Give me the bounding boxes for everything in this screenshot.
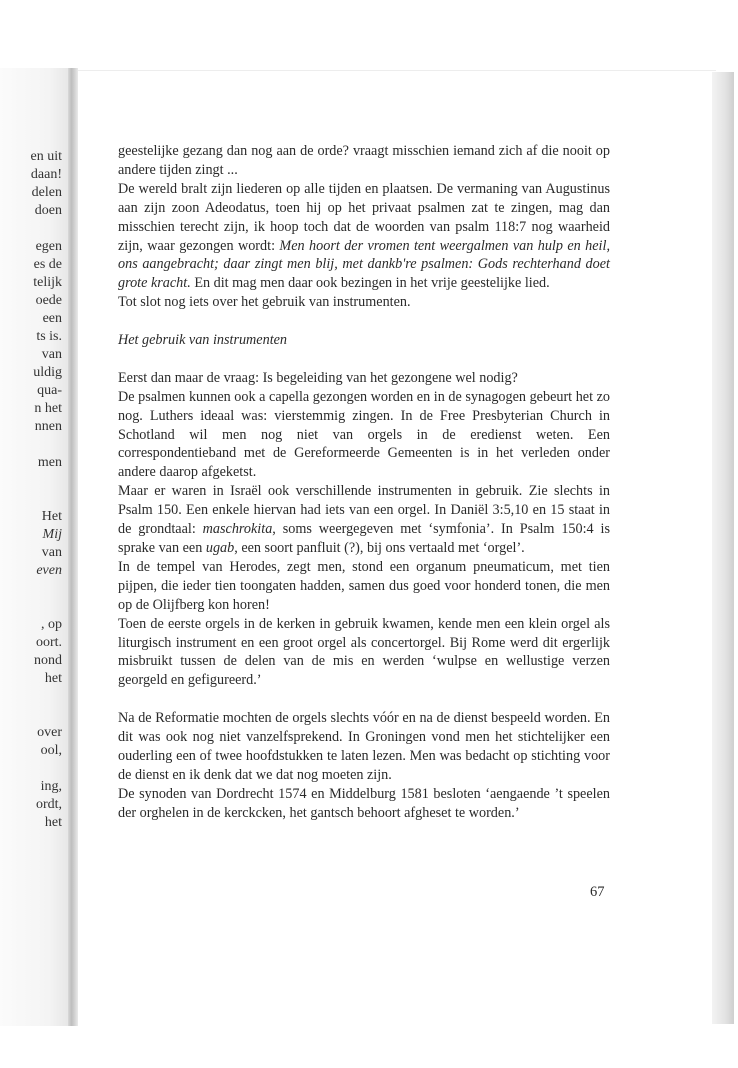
facing-page-line: uldig <box>33 365 62 380</box>
page-number: 67 <box>590 884 605 900</box>
facing-page-line: telijk <box>33 275 62 290</box>
facing-page-line: het <box>44 671 62 686</box>
section-heading: Het gebruik van instrumenten <box>118 332 288 349</box>
psalm-quote: Men hoort der vromen tent weergalmen van hulp en heil, ons aangebracht; daar zingt men blij, met dankb're psalmen: Gods rechterhand doet grote kracht. <box>118 237 610 292</box>
facing-page-line: nond <box>34 653 62 668</box>
facing-page-line: even <box>36 563 62 578</box>
facing-page-line: ool, <box>40 743 62 758</box>
facing-page-line: doen <box>34 203 62 218</box>
facing-page-line: , op <box>41 617 62 632</box>
facing-page-line: egen <box>35 239 62 254</box>
facing-page-line: het <box>44 815 62 830</box>
paragraph: De psalmen kunnen ook a capella gezongen worden en in de synagogen gebeurt het zo nog. Luthers ideaal was: vierstemmig zingen. In de Free Presbyterian Church in Schotland wil men nog niet van orgels in de eredienst weten. Een correspondentieband met de Gereformeerde Gemeenten is in het verleden onder andere daarop afgeketst. <box>118 388 610 481</box>
facing-page-line: daan! <box>30 167 62 182</box>
facing-page-line: oede <box>35 293 62 308</box>
facing-page-line: over <box>37 725 62 740</box>
facing-page <box>0 68 70 1026</box>
paragraph: Maar er waren in Israël ook verschillende instrumenten in gebruik. Zie slechts in Psalm 150. Een enkele hiervan had iets van een orgel. In Daniël 3:5,10 en 15 staat in de grondtaal: maschrokita, soms weergegeven met ‘symfonia’. In Psalm 150:4 is sprake van een ugab, een soort panfluit (?), bij ons vertaald met ‘orgel’. <box>118 483 610 556</box>
facing-page-line: nnen <box>34 419 62 434</box>
facing-page-line: ts is. <box>36 329 62 344</box>
page-edge-stack <box>712 72 734 1024</box>
facing-page-line: Het <box>41 509 62 524</box>
paragraph: Toen de eerste orgels in de kerken in gebruik kwamen, kende men een klein orgel als liturgisch instrument en een groot orgel als concertorgel. Bij Rome werd dit ergerlijk misbruikt tussen de delen van de mis en werden ‘wulpse en wellustige verzen georgeld en gefigureerd.’ <box>118 615 610 689</box>
paragraph: Tot slot nog iets over het gebruik van instrumenten. <box>118 294 411 311</box>
facing-page-line: es de <box>33 257 62 272</box>
facing-page-line: men <box>37 455 62 470</box>
facing-page-line: ordt, <box>35 797 62 812</box>
paragraph: Na de Reformatie mochten de orgels slechts vóór en na de dienst bespeeld worden. En dit was ook nog niet vanzelfsprekend. In Groningen vond men het stichtelijker een ouderling een of twee hoofdstukken te laten lezen. Men was bedacht op stichting voor de dienst en ik denk dat we dat nog moeten zijn. <box>118 710 610 783</box>
paragraph: De synoden van Dordrecht 1574 en Middelburg 1581 besloten ‘aengaende ’t speelen der orghelen in de kerckcken, het gantsch behoort afgheset te worden.’ <box>118 785 610 821</box>
page-body <box>118 142 610 823</box>
facing-page-line: delen <box>31 185 62 200</box>
book-gutter <box>68 68 78 1026</box>
facing-page-line: van <box>41 545 62 560</box>
facing-page-line: oort. <box>35 635 62 650</box>
paragraph: De wereld bralt zijn liederen op alle tijden en plaatsen. De vermaning van Augustinus aan zijn zoon Adeodatus, toen hij op het privaat psalmen zat te zingen, mag dan misschien terecht zijn, ik hoop toch dat de woorden van psalm 118:7 nog waarheid zijn, waar gezongen wordt: Men hoort der vromen tent weergalmen van hulp en heil, ons aangebracht; daar zingt men blij, met dankb're psalmen: Gods rechterhand doet grote kracht. En dit mag men daar ook bezingen in het vrije geestelijke lied. <box>118 180 610 292</box>
facing-page-line: een <box>42 311 62 326</box>
paragraph: Eerst dan maar de vraag: Is begeleiding van het gezongene wel nodig? <box>118 369 518 386</box>
facing-page-line: en uit <box>30 149 62 164</box>
facing-page-line: Mij <box>42 527 62 542</box>
paragraph: In de tempel van Herodes, zegt men, stond een organum pneumaticum, met tien pijpen, die ieder tien toongaten hadden, samen dus goed voor honderd tonen, die men op de Olijfberg kon horen! <box>118 558 610 613</box>
facing-page-line: qua- <box>37 383 62 398</box>
facing-page-line: van <box>41 347 62 362</box>
paragraph: geestelijke gezang dan nog aan de orde? vraagt misschien iemand zich af die nooit op andere tijden zingt ... <box>118 143 610 178</box>
facing-page-line: n het <box>34 401 62 416</box>
facing-page-line: ing, <box>40 779 62 794</box>
